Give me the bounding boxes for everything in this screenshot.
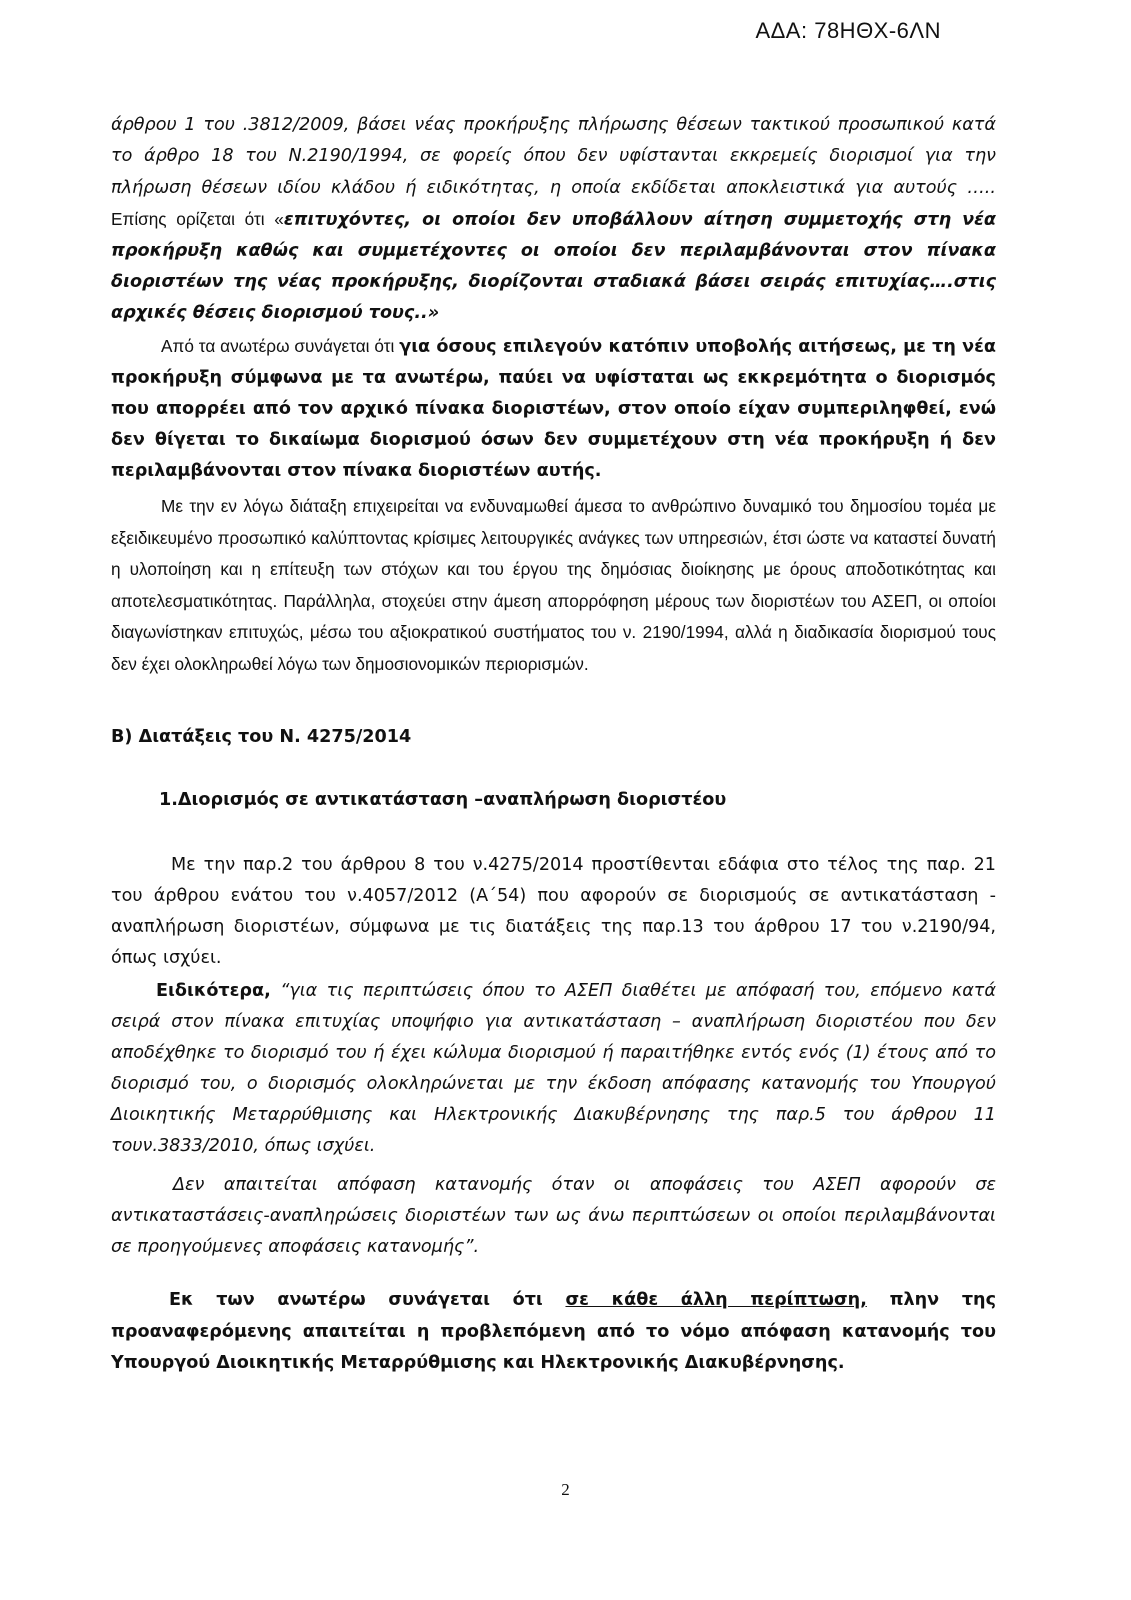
- page-number: 2: [561, 1480, 570, 1499]
- paragraph-purpose: Με την εν λόγω διάταξη επιχειρείται να ενδυναμωθεί άμεσα το ανθρώπινο δυναμικό του δημοσίου τομέα με εξειδικευμένο προσωπικό καλύπτοντας κρίσιμες λειτουργικές ανάγκες των υπηρεσιών, έτσι ώστε να καταστεί δυνατή η υλοποίηση και η επίτευξη των στόχων και του έργου της δημόσιας διοίκησης με όρους αποδοτικότητας και αποτελεσματικότητας. Παράλληλα, στοχεύει στην άμεση απορρόφηση μέρους των διοριστέων του ΑΣΕΠ, οι οποίοι διαγωνίστηκαν επιτυχώς, μέσω του αξιοκρατικού συστήματος του ν. 2190/1994, αλλά η διαδικασία διορισμού τους δεν έχει ολοκληρωθεί λόγω των δημοσιονομικών περιορισμών.: [111, 496, 996, 674]
- paragraph-bold-italic-quote: επιτυχόντες, οι οποίοι δεν υποβάλλουν αίτηση συμμετοχής στη νέα προκήρυξη καθώς και συμμετέχοντες οι οποίοι δεν περιλαμβάνονται στον πίνακα διοριστέων της νέας προκήρυξης, διορίζονται σταδιακά βάσει σειράς επιτυχίας….στις αρχικές θέσεις διορισμού τους..: [111, 210, 996, 323]
- paragraph-conclusion-1: [111, 331, 996, 487]
- subsection-1-title: 1.Διορισμός σε αντικατάσταση –αναπλήρωση διοριστέου: [159, 790, 727, 810]
- paragraph-bold-text: για όσους επιλεγούν κατόπιν υποβολής αιτήσεως, με τη νέα προκήρυξη σύμφωνα με τα ανωτέρω, παύει να υφίσταται ως εκκρεμότητα ο διορισμός που απορρέει από τον αρχικό πίνακα διοριστέων, στον οποίο είχαν συμπεριληφθεί, ενώ δεν θίγεται το δικαίωμα διορισμού όσων δεν συμμετέχουν στη νέα προκήρυξη ή δεν περιλαμβάνονται στον πίνακα διοριστέων αυτής.: [111, 337, 996, 481]
- conclusion-rest: πλην της προαναφερόμενης απαιτείται η προβλεπόμενη από το νόμο απόφαση κατανομής του Υπουργού Διοικητικής Μεταρρύθμισης και Ηλεκτρονικής Διακυβέρνησης.: [111, 1290, 996, 1373]
- conclusion-underlined: σε κάθε άλλη περίπτωση,: [565, 1290, 867, 1310]
- document-body: [111, 110, 996, 1380]
- paragraph-no-allocation: Δεν απαιτείται απόφαση κατανομής όταν οι αποφάσεις του ΑΣΕΠ αφορούν σε αντικαταστάσεις-αναπληρώσεις διοριστέων των ως άνω περιπτώσεων οι οποίοι περιλαμβάνονται σε προηγούμενες αποφάσεις κατανομής”.: [111, 1175, 996, 1257]
- specifically-quote: “για τις περιπτώσεις όπου το ΑΣΕΠ διαθέτει με απόφασή του, επόμενο κατά σειρά στον πίνακα επιτυχίας υποψήφιο για αντικατάσταση – αναπλήρωση διοριστέου που δεν αποδέχθηκε το διορισμό του ή έχει κώλυμα διορισμού ή παραιτήθηκε εντός ενός (1) έτους από το διορισμό του, ο διορισμός ολοκληρώνεται με την έκδοση απόφασης κατανομής του Υπουργού Διοικητικής Μεταρρύθμισης και Ηλεκτρονικής Διακυβέρνησης της παρ.5 του άρθρου 11 τουν.3833/2010, όπως ισχύει.: [111, 981, 996, 1156]
- paragraph-normal-text: Επίσης ορίζεται ότι «: [111, 209, 284, 229]
- paragraph-law-amendment: Με την παρ.2 του άρθρου 8 του ν.4275/2014 προστίθενται εδάφια στο τέλος της παρ. 21 του άρθρου ενάτου του ν.4057/2012 (Α΄54) που αφορούν σε διορισμούς σε αντικατάσταση - αναπλήρωση διοριστέων, σύμφωνα με τις διατάξεις της παρ.13 του άρθρου 17 του ν.2190/94, όπως ισχύει.: [111, 855, 996, 968]
- paragraph-italic-intro: άρθρου 1 του .3812/2009, βάσει νέας προκήρυξης πλήρωσης θέσεων τακτικού προσωπικού κατά το άρθρο 18 του Ν.2190/1994, σε φορείς όπου δεν υφίστανται εκκρεμείς διορισμοί για την πλήρωση θέσεων ιδίου κλάδου ή ειδικότητας, η οποία εκδίδεται αποκλειστικά για αυτούς …..: [111, 115, 996, 198]
- closing-quote: »: [427, 303, 440, 323]
- section-b-title: Β) Διατάξεις του Ν. 4275/2014: [111, 727, 412, 747]
- ada-code: ΑΔΑ: 78ΗΘΧ-6ΛΝ: [755, 18, 941, 43]
- paragraph-lead-text: Από τα ανωτέρω συνάγεται ότι: [161, 336, 400, 356]
- paragraph-final-conclusion: [111, 1285, 996, 1380]
- specifically-label: Ειδικότερα,: [156, 981, 271, 1001]
- paragraph-specifically: [111, 976, 996, 1162]
- conclusion-lead: Εκ των ανωτέρω συνάγεται ότι: [169, 1290, 566, 1310]
- paragraph-article-reference: [111, 110, 996, 329]
